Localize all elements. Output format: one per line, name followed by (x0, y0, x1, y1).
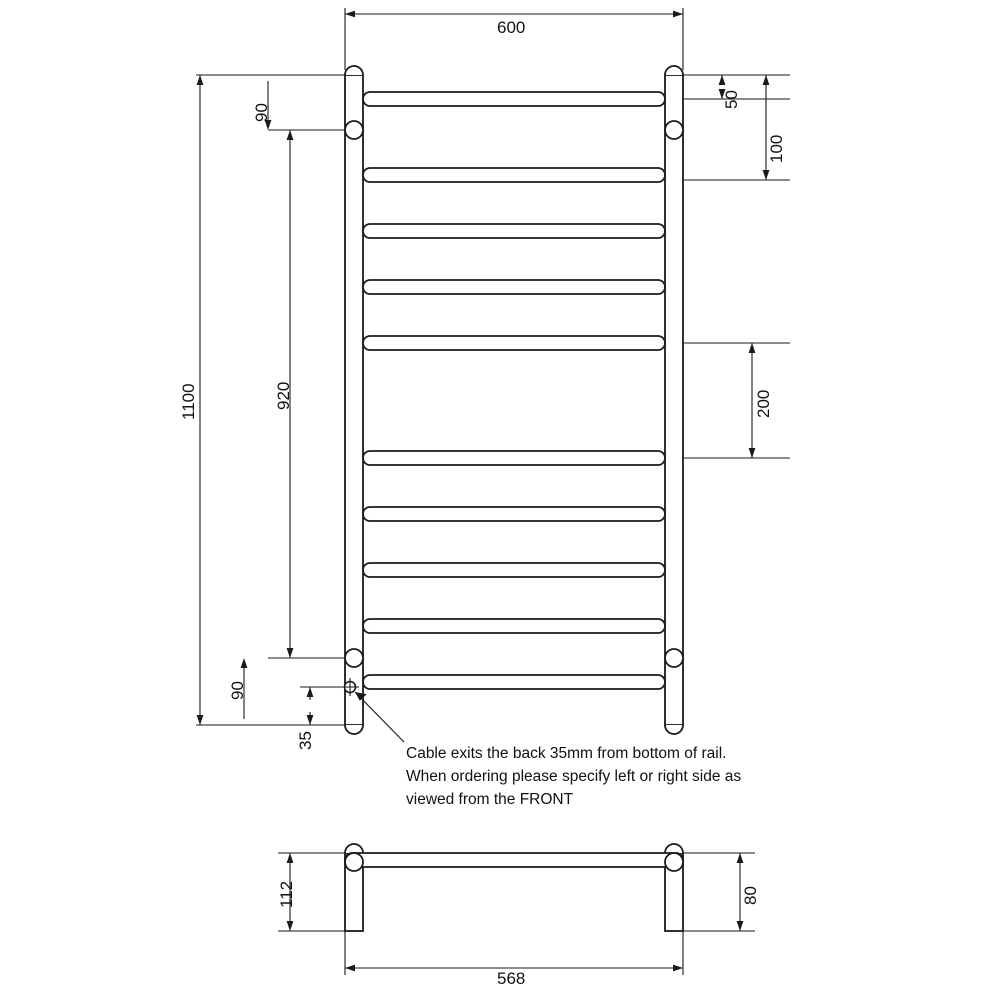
dimension-label-80: 80 (741, 886, 760, 905)
dimension-label-90-bottom: 90 (228, 681, 247, 700)
left-vertical-post (345, 66, 363, 734)
dimension-90-top (262, 75, 345, 130)
dimension-200 (683, 343, 790, 458)
dimension-label-90-top: 90 (252, 103, 271, 122)
bracket-bottom-right (665, 649, 683, 667)
dimension-label-1100: 1100 (179, 383, 198, 420)
dimension-label-50: 50 (722, 90, 741, 109)
cable-note-line-1: Cable exits the back 35mm from bottom of rail. (406, 745, 727, 762)
dimension-1100 (196, 75, 345, 725)
dimension-35 (300, 687, 345, 725)
bracket-top-right (665, 121, 683, 139)
bracket-bottom-left (345, 649, 363, 667)
cable-note-line-3: viewed from the FRONT (406, 791, 574, 808)
dimension-label-920: 920 (274, 381, 293, 410)
dimension-label-112: 112 (277, 880, 296, 908)
cable-note-line-2: When ordering please specify left or right side as (406, 768, 742, 785)
dimension-label-35: 35 (296, 731, 315, 750)
dimension-label-100: 100 (767, 134, 786, 163)
side-view (345, 844, 683, 931)
dimension-label-568: 568 (497, 969, 526, 988)
bracket-top-left (345, 121, 363, 139)
dimension-90-bottom (238, 658, 345, 725)
right-vertical-post (665, 66, 683, 734)
dimension-label-600: 600 (497, 18, 526, 37)
dimension-label-200: 200 (754, 389, 773, 418)
horizontal-bars (363, 92, 665, 689)
